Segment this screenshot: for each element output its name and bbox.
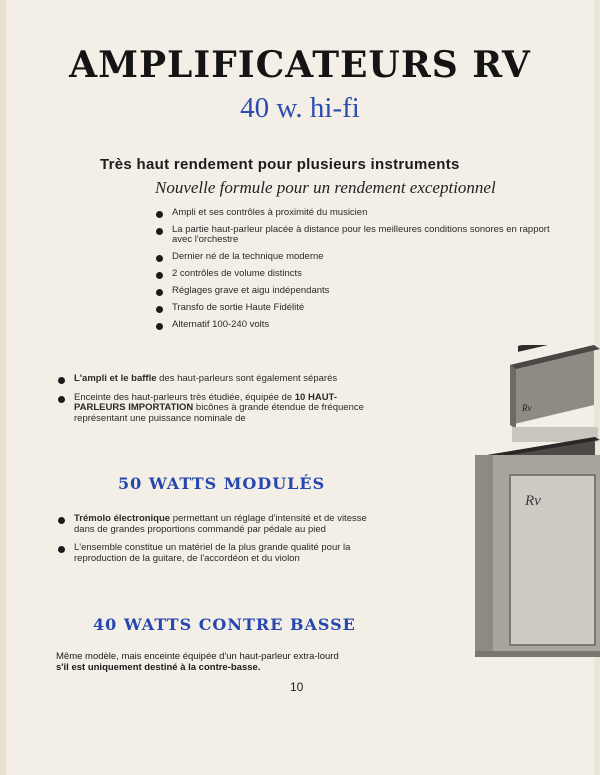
note-separate	[58, 374, 388, 385]
section-title-50w: 50 WATTS MODULÉS	[118, 474, 326, 493]
closing-line-2: s'il est uniquement destiné à la contre-basse.	[56, 662, 261, 673]
cabinet-logo: Rv	[525, 493, 541, 509]
note-separate-text: des haut-parleurs sont également séparés	[156, 373, 338, 384]
feature-list	[156, 208, 556, 337]
amplifier-head	[510, 345, 600, 442]
feature-item: Transfo de sortie Haute Fidélité	[156, 303, 556, 313]
note-tremolo-text: permettant un réglage d'intensité et de vitesse dans de grandes proportions commandé par pédale au pied	[74, 513, 367, 535]
speaker-cabinet	[475, 437, 600, 657]
page-subtitle: 40 w. hi-fi	[240, 92, 360, 124]
separation-notes	[58, 374, 388, 432]
feature-item: Ampli et ses contrôles à proximité du musicien	[156, 208, 556, 218]
note-enclosure-post: bicônes à grande étendue de fréquence représentant une puissance nominale de	[74, 402, 364, 424]
amplifier-illustration	[470, 345, 600, 660]
note-tremolo-bold: Trémolo électronique	[74, 513, 171, 524]
closing-line-1: Même modèle, mais enceinte équipée d'un haut-parleur extra-lourd	[56, 651, 339, 662]
note-enclosure	[58, 393, 388, 425]
note-tremolo	[58, 514, 378, 535]
note-enclosure-bold: 10 HAUT-PARLEURS IMPORTATION	[74, 391, 337, 413]
feature-item: Réglages grave et aigu indépendants	[156, 286, 556, 296]
feature-item: 2 contrôles de volume distincts	[156, 269, 556, 279]
feature-item: La partie haut-parleur placée à distance pour les meilleures conditions sonores en rapport avec l'orchestre	[156, 225, 556, 245]
amplifier-logo: Rv	[522, 403, 532, 413]
note-separate-bold: L'ampli et le baffle	[74, 373, 157, 384]
feature-item: Dernier né de la technique moderne	[156, 252, 556, 262]
note-enclosure-pre: Enceinte des haut-parleurs très étudiée, équipée de	[74, 391, 295, 403]
note-ensemble: L'ensemble constitue un matériel de la plus grande qualité pour la reproduction de la guitare, de l'accordéon et du violon	[58, 543, 378, 564]
intro-tagline: Nouvelle formule pour un rendement exceptionnel	[155, 178, 496, 197]
feature-item: Alternatif 100-240 volts	[156, 320, 556, 330]
section-50w-notes	[58, 514, 378, 572]
section-title-40w: 40 WATTS CONTRE BASSE	[93, 615, 356, 634]
intro-headline: Très haut rendement pour plusieurs instruments	[100, 156, 460, 173]
closing-text	[56, 651, 376, 673]
page-number: 10	[290, 680, 304, 694]
page-title: AMPLIFICATEURS RV	[69, 44, 531, 86]
